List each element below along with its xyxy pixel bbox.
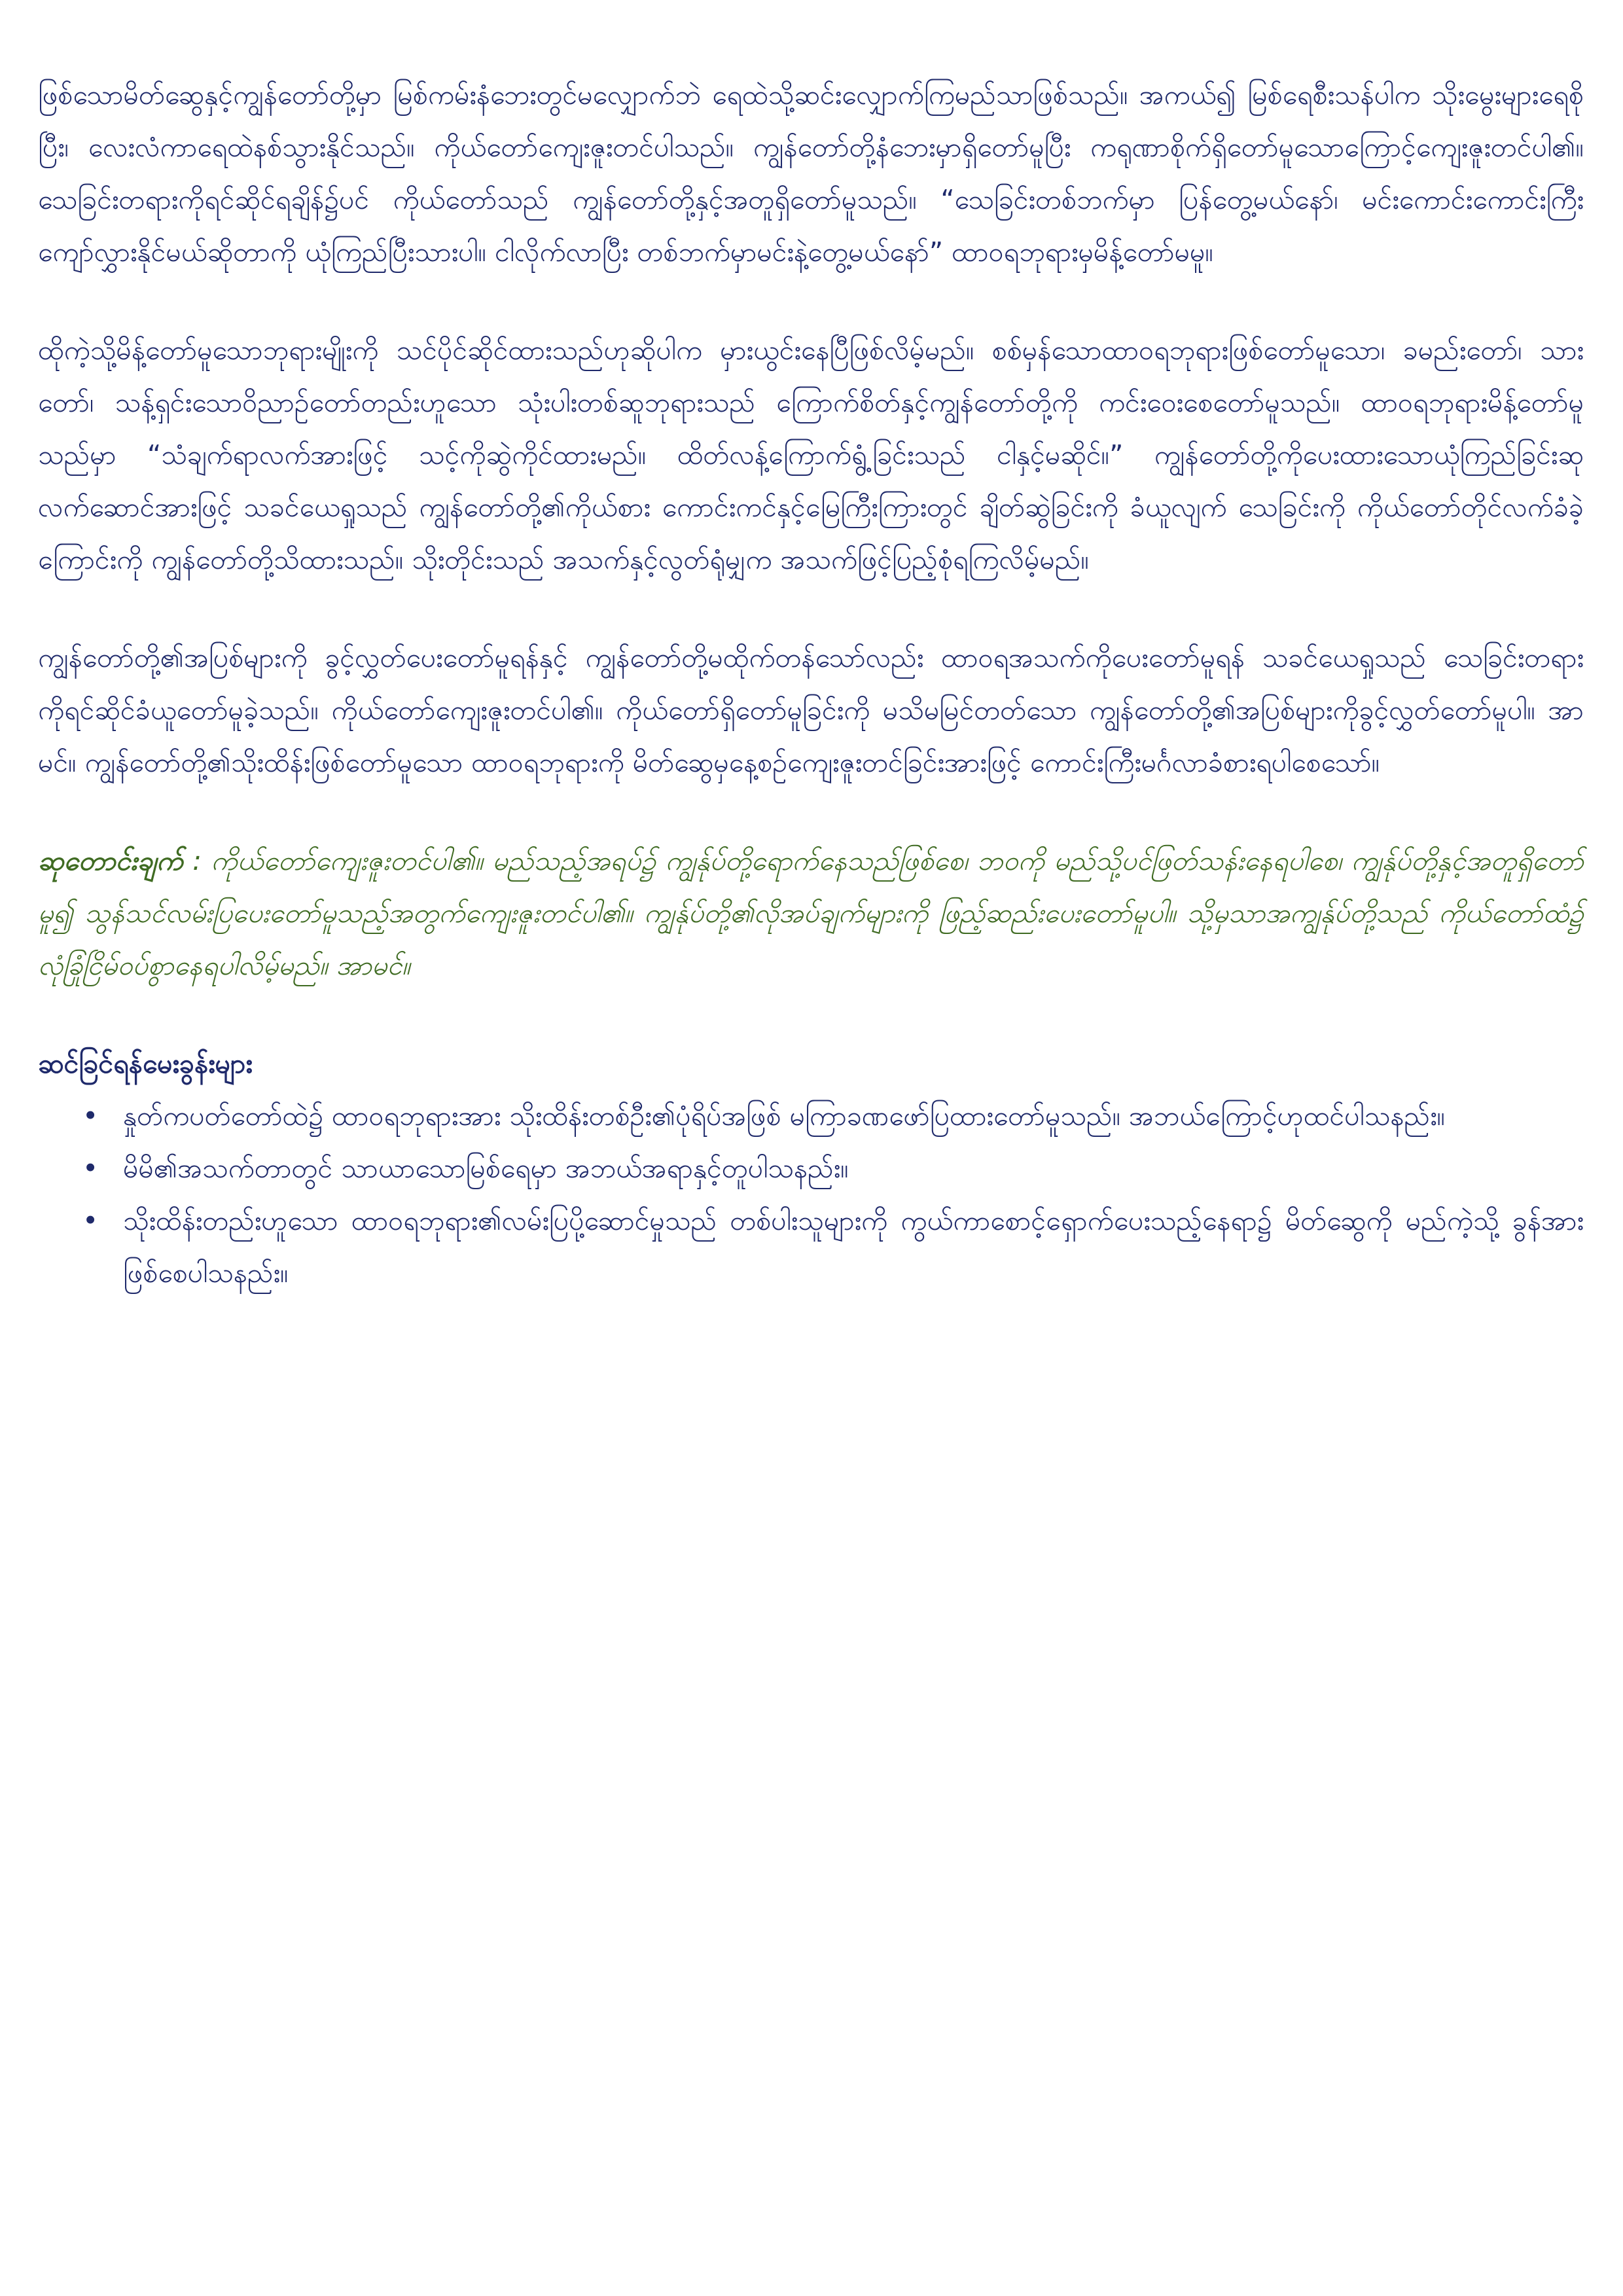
question-item-1 bbox=[82, 1090, 1584, 1142]
paragraph-1: ဖြစ်သောမိတ်ဆွေနှင့်ကျွန်တော်တို့မှာ မြစ်ကမ်းနံဘေးတွင်မလျှောက်ဘဲ ရေထဲသို့ဆင်းလျှောက်ကြမည်သာဖြစ်သည်။ အကယ်၍ မြစ်ရေစီးသန်ပါက သိုးမွေးများရေစိုပြီး၊ လေးလံကာရေထဲနစ်သွားနိုင်သည်။ ကိုယ်တော်ကျေးဇူးတင်ပါသည်။ ကျွန်တော်တို့နံဘေးမှာရှိတော်မူပြီး ကရုဏာစိုက်ရှိတော်မူသောကြောင့်ကျေးဇူးတင်ပါ၏။ သေခြင်းတရားကိုရင်ဆိုင်ရချိန်၌ပင် ကိုယ်တော်သည် ကျွန်တော်တို့နှင့်အတူရှိတော်မူသည်။ “သေခြင်းတစ်ဘက်မှာ ပြန်တွေ့မယ်နော်၊ မင်းကောင်းကောင်းကြီးကျော်လွှားနိုင်မယ်ဆိုတာကို ယုံကြည်ပြီးသားပါ။ ငါလိုက်လာပြီး တစ်ဘက်မှာမင်းနဲ့တွေ့မယ်နော်” ထာဝရဘုရားမှမိန့်တော်မမူ။ bbox=[38, 79, 1584, 268]
paragraph-2: ထိုကဲ့သို့မိန့်တော်မူသောဘုရားမျိုးကို သင်ပိုင်ဆိုင်ထားသည်ဟုဆိုပါက မှားယွင်းနေပြီဖြစ်လိမ့်မည်။ စစ်မှန်သောထာဝရဘုရားဖြစ်တော်မူသော၊ ခမည်းတော်၊ သားတော်၊ သန့်ရှင်းသောဝိညာဉ်တော်တည်းဟူသော သုံးပါးတစ်ဆူဘုရားသည် ကြောက်စိတ်နှင့်ကျွန်တော်တို့ကို ကင်းဝေးစေတော်မူသည်။ ထာဝရဘုရားမိန့်တော်မူသည်မှာ “သံချက်ရာလက်အားဖြင့် သင့်ကိုဆွဲကိုင်ထားမည်။ ထိတ်လန့်ကြောက်ရွံ့ခြင်းသည် ငါနှင့်မဆိုင်။” ကျွန်တော်တို့ကိုပေးထားသောယုံကြည်ခြင်းဆုလက်ဆောင်အားဖြင့် သခင်ယေရှုသည် ကျွန်တော်တို့၏ကိုယ်စား ကောင်းကင်နှင့်မြေကြီးကြားတွင် ချိတ်ဆွဲခြင်းကို ခံယူလျက် သေခြင်းကို ကိုယ်တော်တိုင်လက်ခံခဲ့ကြောင်းကို ကျွန်တော်တို့သိထားသည်။ သိုးတိုင်းသည် အသက်နှင့်လွတ်ရုံမျှက အသက်ဖြင့်ပြည့်စုံရကြလိမ့်မည်။ bbox=[38, 334, 1584, 575]
prayer-text: ကိုယ်တော်ကျေးဇူးတင်ပါ၏။ မည်သည့်အရပ်၌ ကျွန်ုပ်တို့ရောက်နေသည်ဖြစ်စေ၊ ဘဝကို မည်သို့ပင်ဖြတ်သန်းနေရပါစေ၊ ကျွန်ုပ်တို့နှင့်အတူရှိတော်မူ၍ သွန်သင်လမ်းပြပေးတော်မူသည့်အတွက်ကျေးဇူးတင်ပါ၏။ ကျွန်ုပ်တို့၏လိုအပ်ချက်များကို ဖြည့်ဆည်းပေးတော်မူပါ။ သို့မှသာအကျွန်ုပ်တို့သည် ကိုယ်တော်ထံ၌ လုံခြုံငြိမ်ဝပ်စွာနေရပါလိမ့်မည်။ အာမင်။ bbox=[38, 845, 1584, 981]
prayer-separator: : bbox=[183, 845, 211, 876]
questions-heading: ဆင်ခြင်ရန်မေးခွန်းများ bbox=[38, 1048, 253, 1079]
bullet-icon: • bbox=[82, 1153, 99, 1184]
question-text-2: မိမိ၏အသက်တာတွင် သာယာသောမြစ်ရေမှာ အဘယ်အရာနှင့်တူပါသနည်း။ bbox=[123, 1153, 849, 1184]
bullet-icon: • bbox=[82, 1205, 99, 1236]
questions-list bbox=[38, 1090, 1584, 1299]
prayer-section bbox=[38, 834, 1584, 992]
paragraph-3: ကျွန်တော်တို့၏အပြစ်များကို ခွင့်လွှတ်ပေးတော်မူရန်နှင့် ကျွန်တော်တို့မထိုက်တန်သော်လည်း ထာဝရအသက်ကိုပေးတော်မူရန် သခင်ယေရှုသည် သေခြင်းတရားကိုရင်ဆိုင်ခံယူတော်မူခဲ့သည်။ ကိုယ်တော်ကျေးဇူးတင်ပါ၏။ ကိုယ်တော်ရှိတော်မူခြင်းကို မသိမမြင်တတ်သော ကျွန်တော်တို့၏အပြစ်များကိုခွင့်လွှတ်တော်မူပါ။ အာမင်။ ကျွန်တော်တို့၏သိုးထိန်းဖြစ်တော်မူသော ထာဝရဘုရားကို မိတ်ဆွေမှနေ့စဉ်ကျေးဇူးတင်ခြင်းအားဖြင့် ကောင်းကြီးမင်္ဂလာခံစားရပါစေသော်။ bbox=[38, 642, 1584, 778]
question-text-1: နှုတ်ကပတ်တော်ထဲ၌ ထာဝရဘုရားအား သိုးထိန်းတစ်ဦး၏ပုံရိပ်အဖြစ် မကြာခဏဖော်ပြထားတော်မူသည်။ အဘယ်ကြောင့်ဟုထင်ပါသနည်း။ bbox=[123, 1100, 1446, 1132]
devotional-page bbox=[38, 69, 1584, 1299]
prayer-label: ဆုတောင်းချက် bbox=[38, 845, 183, 876]
bullet-icon: • bbox=[82, 1100, 99, 1132]
question-item-3 bbox=[82, 1194, 1584, 1299]
question-item-2 bbox=[82, 1142, 1584, 1194]
question-text-3: သိုးထိန်းတည်းဟူသော ထာဝရဘုရား၏လမ်းပြပို့ဆောင်မှုသည် တစ်ပါးသူများကို ကွယ်ကာစောင့်ရှောက်ပေးသည့်နေရာ၌ မိတ်ဆွေကို မည်ကဲ့သို့ ခွန်အားဖြစ်စေပါသနည်း။ bbox=[123, 1205, 1584, 1289]
